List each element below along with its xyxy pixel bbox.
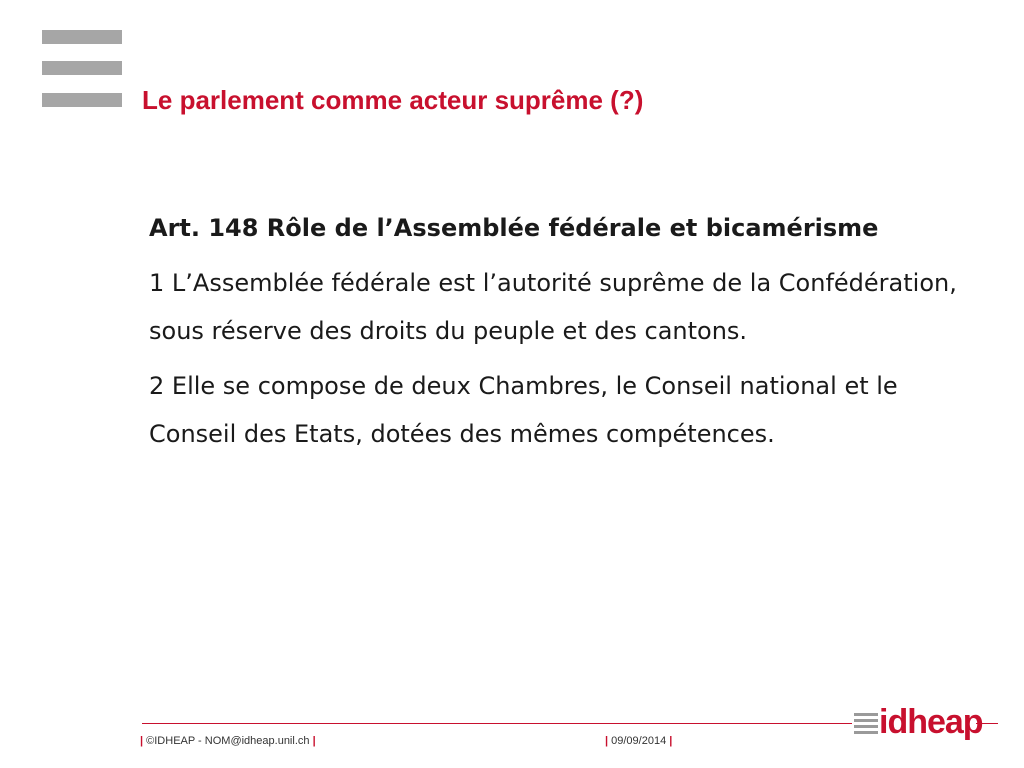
footer-copyright-text: ©IDHEAP - NOM@idheap.unil.ch — [146, 735, 310, 747]
footer-date — [605, 734, 672, 748]
slide-body — [149, 204, 979, 465]
article-heading: Art. 148 Rôle de l’Assemblée fédérale et bicamérisme — [149, 214, 879, 242]
decor-bar-bottom — [42, 93, 122, 107]
idheap-logo-lines-icon — [854, 713, 878, 735]
footer-copyright — [140, 734, 316, 748]
footer-pipe: | — [312, 735, 316, 747]
footer-pipe: | — [605, 735, 609, 747]
idheap-logo — [852, 703, 983, 746]
footer-date-text: 09/09/2014 — [611, 735, 667, 747]
footer-pipe: | — [669, 735, 673, 747]
decor-bar-top — [42, 30, 122, 44]
slide-title: Le parlement comme acteur suprême (?) — [142, 85, 644, 115]
footer-pipe: | — [140, 735, 144, 747]
article-paragraph-2: 2 Elle se compose de deux Chambres, le Conseil national et le Conseil des Etats, dotées des mêmes compétences. — [149, 372, 898, 448]
idheap-logo-text: idheap — [879, 703, 983, 741]
article-paragraph-1: 1 L’Assemblée fédérale est l’autorité suprême de la Confédération, sous réserve des droits du peuple et des cantons. — [149, 269, 957, 345]
decor-bar-middle — [42, 61, 122, 75]
